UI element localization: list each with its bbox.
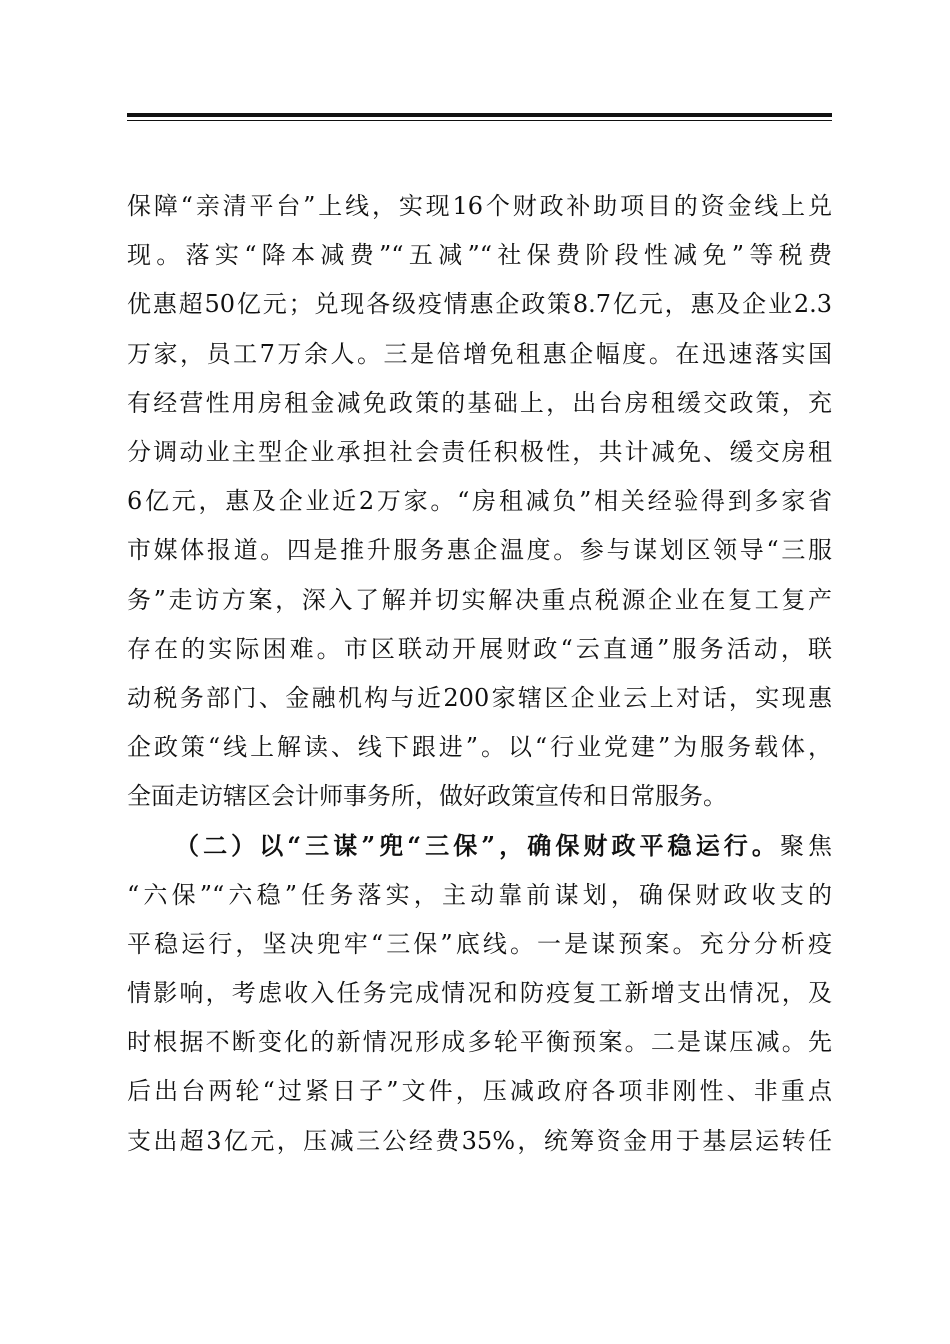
section-heading: （二）以“三谋”兜“三保”，确保财政平稳运行。 — [175, 831, 780, 861]
header-rule-thick — [127, 113, 832, 117]
line-text: “六保”“六稳”任务落实，主动靠前谋划，确保财政收支的 — [127, 880, 832, 909]
paragraph-line-last — [127, 772, 832, 821]
paragraph-line — [127, 1117, 832, 1166]
paragraph-line — [127, 231, 832, 280]
paragraph-line — [127, 280, 832, 329]
line-text: 存在的实际困难。市区联动开展财政“云直通”服务活动，联 — [127, 634, 832, 663]
line-text: 优惠超50亿元；兑现各级疫情惠企政策8.7亿元，惠及企业2.3 — [127, 290, 832, 319]
line-text: 现。落实“降本减费”“五减”“社保费阶段性减免”等税费 — [127, 241, 832, 270]
paragraph-line — [127, 1067, 832, 1116]
line-text: 动税务部门、金融机构与近200家辖区企业云上对话，实现惠 — [127, 683, 832, 712]
header-rule-thin — [127, 120, 832, 121]
paragraph-line — [127, 871, 832, 920]
line-text: 全面走访辖区会计师事务所，做好政策宣传和日常服务。 — [127, 782, 727, 811]
line-text: 务”走访方案，深入了解并切实解决重点税源企业在复工复产 — [127, 585, 832, 614]
line-text: 有经营性用房租金减免政策的基础上，出台房租缓交政策，充 — [127, 388, 832, 417]
section-heading-wrap — [127, 821, 832, 870]
paragraph-line — [127, 969, 832, 1018]
line-text: 保障“亲清平台”上线，实现16个财政补助项目的资金线上兑 — [127, 192, 832, 220]
paragraph-line — [127, 920, 832, 969]
line-text: 万家，员工7万余人。三是倍增免租惠企幅度。在迅速落实国 — [127, 339, 832, 368]
document-body — [127, 182, 832, 1166]
section-heading-tail: 聚焦 — [779, 832, 833, 861]
paragraph-line — [127, 526, 832, 575]
paragraph-line — [127, 428, 832, 477]
paragraph-line — [127, 330, 832, 379]
paragraph-line — [127, 379, 832, 428]
paragraph-line — [127, 576, 832, 625]
line-text: 市媒体报道。四是推升服务惠企温度。参与谋划区领导“三服 — [127, 536, 832, 565]
paragraph-line — [127, 1018, 832, 1067]
line-text: 6亿元，惠及企业近2万家。“房租减负”相关经验得到多家省 — [127, 487, 832, 516]
paragraph-line — [127, 674, 832, 723]
paragraph-line — [127, 723, 832, 772]
paragraph-line — [127, 182, 832, 231]
line-text: 支出超3亿元，压减三公经费35%，统筹资金用于基层运转任 — [127, 1126, 832, 1155]
line-text: 时根据不断变化的新情况形成多轮平衡预案。二是谋压减。先 — [127, 1028, 832, 1057]
paragraph-line — [127, 477, 832, 526]
line-text: 情影响，考虑收入任务完成情况和防疫复工新增支出情况，及 — [127, 979, 832, 1007]
line-text: 分调动业主型企业承担社会责任积极性，共计减免、缓交房租 — [127, 437, 832, 466]
line-text: 平稳运行，坚决兜牢“三保”底线。一是谋预案。充分分析疫 — [127, 929, 832, 958]
paragraph-line — [127, 625, 832, 674]
section-heading-line — [127, 821, 832, 870]
line-text: 后出台两轮“过紧日子”文件，压减政府各项非刚性、非重点 — [127, 1077, 832, 1106]
line-text: 企政策“线上解读、线下跟进”。以“行业党建”为服务载体， — [127, 733, 832, 762]
